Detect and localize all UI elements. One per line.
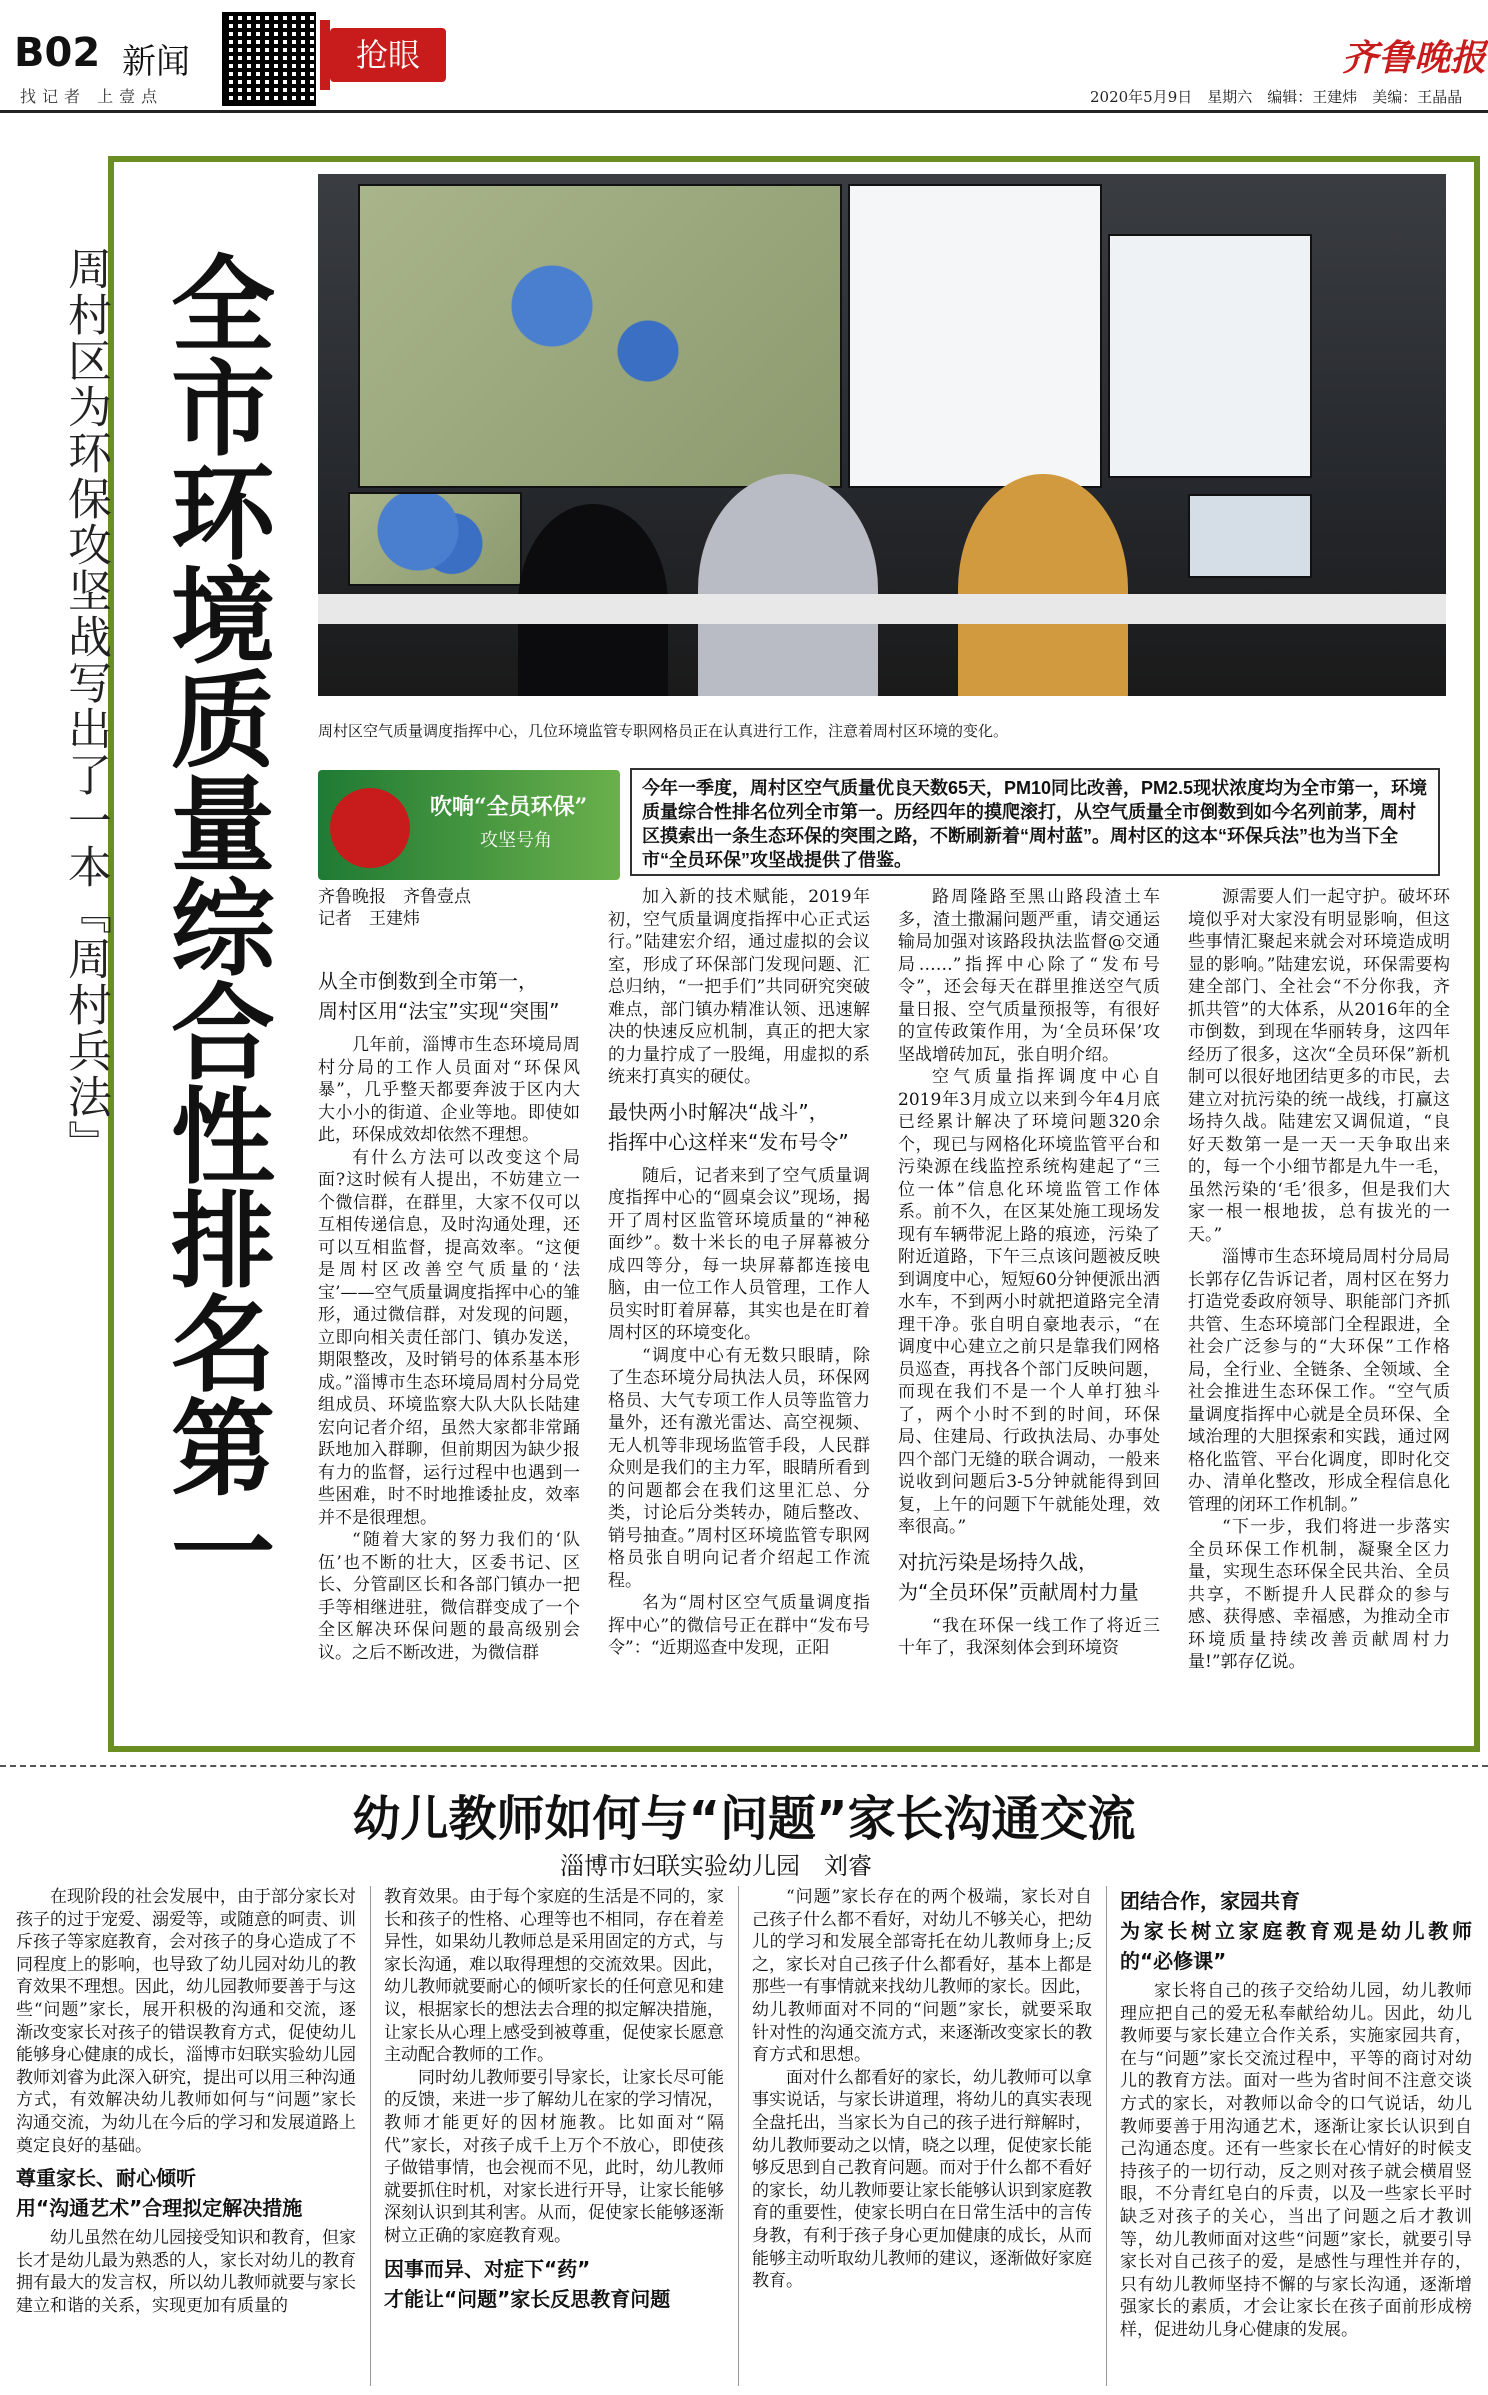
column-rule [1106,1886,1107,2386]
paragraph: 加入新的技术赋能，2019年初，空气质量调度指挥中心正式运行。”陆建宏介绍，通过虚拟的会议室，形成了环保部门发现问题、汇总归纳，“一把手们”共同研究突破难点，部门镇办精准认领、迅速解决的快速反应机制，真正的把大家的力量拧成了一股绳，用虚拟的系统来打真实的硬仗。 [608,887,870,1087]
story2-column-2 [384,1886,724,2314]
column2-subhead-2: 指挥中心这样来“发布号令” [608,1129,849,1154]
story2-subhead-1: 尊重家长、耐心倾听 [16,2166,196,2191]
control-center-photo [318,174,1446,696]
byline-reporter: 记者 王建炜 [318,909,420,929]
paragraph: 淄博市生态环境局周村分局局长郭存亿告诉记者，周村区在努力打造党委政府领导、职能部门齐抓共管、生态环境部门全程跟进，全社会广泛参与的“大环保”工作格局，全行业、全链条、全领域、全社会推进生态环保工作。“空气质量调度指挥中心就是全员环保、全域治理的大胆探索和实践，通过网格化监管、平台化调度，即时化交办、清单化整改，形成全程信息化管理的闭环工作机制。” [1188,1247,1450,1515]
byline-outlet: 齐鲁晚报 齐鲁壹点 [318,887,471,907]
story-column-1 [318,966,580,1664]
paragraph: 随后，记者来到了空气质量调度指挥中心的“圆桌会议”现场，揭开了周村区监管环境质量的“神秘面纱”。数十米长的电子屏幕被分成四等分，每一块屏幕都连接电脑，由一位工作人员管理，工作人员实时盯着屏幕，其实也是在盯着周村区的环境变化。 [608,1165,870,1343]
paragraph: “我在环保一线工作了将近三十年了，我深刻体会到环境资 [898,1615,1160,1658]
person-2 [698,474,878,696]
paragraph: “调度中心有无数只眼睛，除了生态环境分局执法人员，环保网格员、大气专项工作人员等监管力量外，还有激光雷达、高空视频、无人机等非现场监管手段，人民群众则是我们的主力军，眼睛所看到的问题都会在我们这里汇总、分类，讨论后分类转办，随后整改、销号抽查。”周村区环境监管专职网格员张自明向记者介绍起工作流程。 [608,1345,870,1591]
story-headline: 全市环境质量综合性排名第一 [153,250,275,1602]
monitor-left [348,492,522,586]
story-column-4 [1188,886,1450,1674]
column-tag: 抢眼 [330,28,446,82]
person-3 [958,474,1128,696]
column-rule [738,1886,739,2386]
column2-subhead-1: 最快两小时解决“战斗”， [608,1099,829,1124]
column1-subhead-1: 从全市倒数到全市第一， [318,969,538,993]
column-tag-bar [320,20,330,90]
paragraph: 路周隆路至黑山路段渣土车多，渣土撒漏问题严重，请交通运输局加强对该路段执法监督@交通局……”指挥中心除了“发布号令”，还会每天在群里推送空气质量日报、空气质量预报等，有很好的宣传政策作用，为‘全员环保’攻坚战增砖加瓦，张自明介绍。 [898,887,1160,1065]
paragraph: 幼儿虽然在幼儿园接受知识和教育，但家长才是幼儿最为熟悉的人，家长对幼儿的教育拥有最大的发言权，所以幼儿教师就要与家长建立和谐的关系，实现更加有质量的 [16,2228,356,2316]
paragraph: 面对什么都看好的家长，幼儿教师可以拿事实说话，与家长讲道理，将幼儿的真实表现全盘托出，当家长为自己的孩子进行辩解时，幼儿教师要动之以情，晓之以理，促使家长能够反思到自己教育问题。而对于什么都不看好的家长，幼儿教师要让家长能够认识到家庭教育的重要性，使家长明白在日常生活中的言传身教，有利于孩子身心更加健康的成长，从而能够主动听取幼儿教师的建议，逐渐做好家庭教育。 [752,2067,1092,2292]
paragraph: 教育效果。由于每个家庭的生活是不同的，家长和孩子的性格、心理等也不相同，存在着差异性，如果幼儿教师总是采用固定的方式，与家长沟通，难以取得理想的交流效果。因此，幼儿教师就要耐心的倾听家长的任何意见和建议，根据家长的想法去合理的拟定解决措施，让家长从心理上感受到被尊重，促使家长愿意主动配合教师的工作。 [384,1887,724,2066]
paragraph: “随着大家的努力我们的‘队伍’也不断的壮大，区委书记、区长、分管副区长和各部门镇办一把手等相继进驻，微信群变成了一个全区解决环保问题的最高级别会议。之后不断改进，为微信群 [318,1530,580,1663]
screen-map-1 [358,184,842,488]
column3-subhead-2: 为“全员环保”贡献周村力量 [898,1579,1139,1604]
qr-code-icon[interactable] [222,12,316,106]
paragraph: 同时幼儿教师要引导家长，让家长尽可能的反馈，来进一步了解幼儿在家的学习情况，教师才能更好的因材施教。比如面对“隔代”家长，对孩子成千上万个不放心，即使孩子做错事情，也会视而不见，此时，幼儿教师就要抓住时机，对家长进行开导，让家长能够深刻认识到其利害。从而，促使家长能够逐渐树立正确的家庭教育观。 [384,2067,724,2246]
paragraph: 名为“周村区空气质量调度指挥中心”的微信号正在群中“发布号令”：“近期巡查中发现，正阳 [608,1593,870,1658]
story2-author: 淄博市妇联实验幼儿园 刘睿 [560,1852,872,1880]
story2-subhead-4: 才能让“问题”家长反思教育问题 [384,2286,671,2311]
page-number: B02 [14,30,101,76]
screen-panel-2 [1108,234,1312,478]
paragraph: “问题”家长存在的两个极端，家长对自己孩子什么都不看好，对幼儿不够关心，把幼儿的学习和发展全部寄托在幼儿教师身上;反之，家长对自己孩子什么都看好，基本上都是那些一有事情就来找幼儿教师的家长。因此，幼儿教师面对不同的“问题”家长，就要采取针对性的沟通交流方式，来逐渐改变家长的教育方式和思想。 [752,1887,1092,2066]
paragraph: 家长将自己的孩子交给幼儿园，幼儿教师理应把自己的爱无私奉献给幼儿。因此，幼儿教师要与家长建立合作关系，实施家园共育，在与“问题”家长交流过程中，平等的商讨对幼儿的教育方法。面对一些为省时间不注意交谈方式的家长，对教师以命令的口气说话，幼儿教师要善于用沟通艺术，逐渐让家长认识到自己沟通态度。还有一些家长在心情好的时候支持孩子的一切行动，反之则对孩子就会横眉竖眼，不分青红皂白的斥责，以及一些家长平时缺乏对孩子的关心，当出了问题之后才教训等，幼儿教师面对这些“问题”家长，就要引导家长对自己孩子的爱，是感性与理性并存的，只有幼儿教师坚持不懈的与家长沟通，逐渐增强家长的素质，才会让家长在孩子面前形成榜样，促进幼儿身心健康的发展。 [1120,1981,1472,2340]
story2-column-4 [1120,1886,1472,2342]
paragraph: 在现阶段的社会发展中，由于部分家长对孩子的过于宠爱、溺爱等，或随意的呵责、训斥孩子等家庭教育，会对孩子的身心造成了不同程度上的影响，也导致了幼儿园对幼儿的教育效果不理想。因此，幼儿园教师要善于与这些“问题”家长，展开积极的沟通和交流，逐渐改变家长对孩子的错误教育方式，促使幼儿能够身心健康的成长，淄博市妇联实验幼儿园教师刘睿为此深入研究，提出可以用三种沟通方式，有效解决幼儿教师如何与“问题”家长沟通交流，为幼儿在今后的学习和发展道路上奠定良好的基础。 [16,1887,356,2156]
badge-title: 吹响“全员环保” [430,794,588,820]
badge-subtitle: 攻坚号角 [480,830,552,851]
newspaper-logo: 齐鲁晚报 [1342,37,1487,79]
story2-subhead-3: 因事而异、对症下“药” [384,2256,591,2281]
story-subheadline: 周村区为环保攻坚战写出了一本『周村兵法』 [60,246,111,1166]
paragraph: 几年前，淄博市生态环境局周村分局的工作人员面对“环保风暴”，几乎整天都要奔波于区内大大小小的街道、企业等地。即使如此，环保成效却依然不理想。 [318,1035,580,1145]
column-rule [370,1886,371,2386]
column3-subhead-1: 对抗污染是场持久战， [898,1549,1098,1574]
paragraph: 源需要人们一起守护。破坏环境似乎对大家没有明显影响，但这些事情汇聚起来就会对环境造成明显的影响。”陆建宏说，环保需要构建全部门、全社会“不分你我，齐抓共管”的大体系，从2016年的全市倒数，到现在华丽转身，这四年经历了很多，这次“全员环保”新机制可以很好地团结更多的市民，去建立对抗污染的统一战线，打赢这场持久战。陆建宏又调侃道，“良好天数第一是一天一天争取出来的，每一个小细节都是九牛一毛，虽然污染的‘毛’很多，但是我们大家一根一根地拔，总有拔光的一天。” [1188,887,1450,1245]
date-editor-line: 2020年5月9日 星期六 编辑：王建炜 美编：王晶晶 [1090,88,1463,106]
story2-subhead-2: 用“沟通艺术”合理拟定解决措施 [16,2196,303,2221]
story2-subhead-6: 为家长树立家庭教育观是幼儿教师的“必修课” [1120,1919,1472,1973]
story-column-2 [608,886,870,1660]
paragraph: 空气质量指挥调度中心自2019年3月成立以来到今年4月底已经累计解决了环境问题320余个，现已与网格化环境监管平台和污染源在线监控系统构建起了“三位一体”信息化环境监管工作体系。前不久，在区某处施工现场发现有车辆带泥上路的痕迹，污染了附近道路，下午三点该问题被反映到调度中心，短短60分钟便派出洒水车，不到两小时就把道路完全清理干净。张自明自豪地表示，“在调度中心建立之前只是靠我们网格员巡查，再找各个部门反映问题，而现在我们不是一个人单打独斗了，两个小时不到的时间，环保局、住建局、行政执法局、办事处四个部门无缝的联合调动，一般来说收到问题后3-5分钟就能得到回复，上午的问题下午就能处理，效率很高。” [898,1067,1160,1537]
section-title: 新闻 [122,42,190,82]
section-divider [0,1765,1488,1767]
story-column-3 [898,886,1160,1660]
trumpet-icon [330,788,410,868]
story2-headline: 幼儿教师如何与“问题”家长沟通交流 [352,1791,1136,1847]
photo-caption: 周村区空气质量调度指挥中心，几位环境监管专职网格员正在认真进行工作，注意着周村区环境的变化。 [318,722,1009,740]
header-rule [0,110,1488,113]
story2-subhead-5: 团结合作，家园共育 [1120,1889,1300,1913]
column1-subhead-2: 周村区用“法宝”实现“突围” [318,999,560,1023]
paragraph: “下一步，我们将进一步落实全员环保工作机制，凝聚全区力量，实现生态环保全民共治、全员共享，不断提升人民群众的参与感、获得感、幸福感，为推动全市环境质量持续改善贡献周村力量!”郭存亿说。 [1188,1517,1450,1672]
screen-panel-1 [848,184,1102,488]
lead-summary: 今年一季度，周村区空气质量优良天数65天，PM10同比改善，PM2.5现状浓度均为全市第一，环境质量综合性排名位列全市第一。历经四年的摸爬滚打，从空气质量全市倒数到如今名列前茅，周村区摸索出一条生态环保的突围之路，不断刷新着“周村蓝”。周村区的这本“环保兵法”也为当下全市“全员环保”攻坚战提供了借鉴。 [630,768,1440,876]
desk [318,594,1446,624]
paragraph: 有什么方法可以改变这个局面?这时候有人提出，不妨建立一个微信群，在群里，大家不仅可以互相传递信息，及时沟通处理，还可以互相监督，提高效率。“这便是周村区改善空气质量的‘法宝’——空气质量调度指挥中心的雏形，通过微信群，对发现的问题，立即向相关责任部门、镇办发送，期限整改，及时销号的体系基本形成。”淄博市生态环境局周村分局党组成员、环境监察大队大队长陆建宏向记者介绍，虽然大家都非常踊跃地加入群聊，但前期因为缺少报有力的监督，运行过程中也遇到一些困难，时不时地推诿扯皮，效率并不是很理想。 [318,1147,580,1528]
story2-column-3 [752,1886,1092,2293]
story2-column-1 [16,1886,356,2318]
section-tagline: 找记者 上壹点 [20,87,164,106]
monitor-right [1188,494,1312,578]
